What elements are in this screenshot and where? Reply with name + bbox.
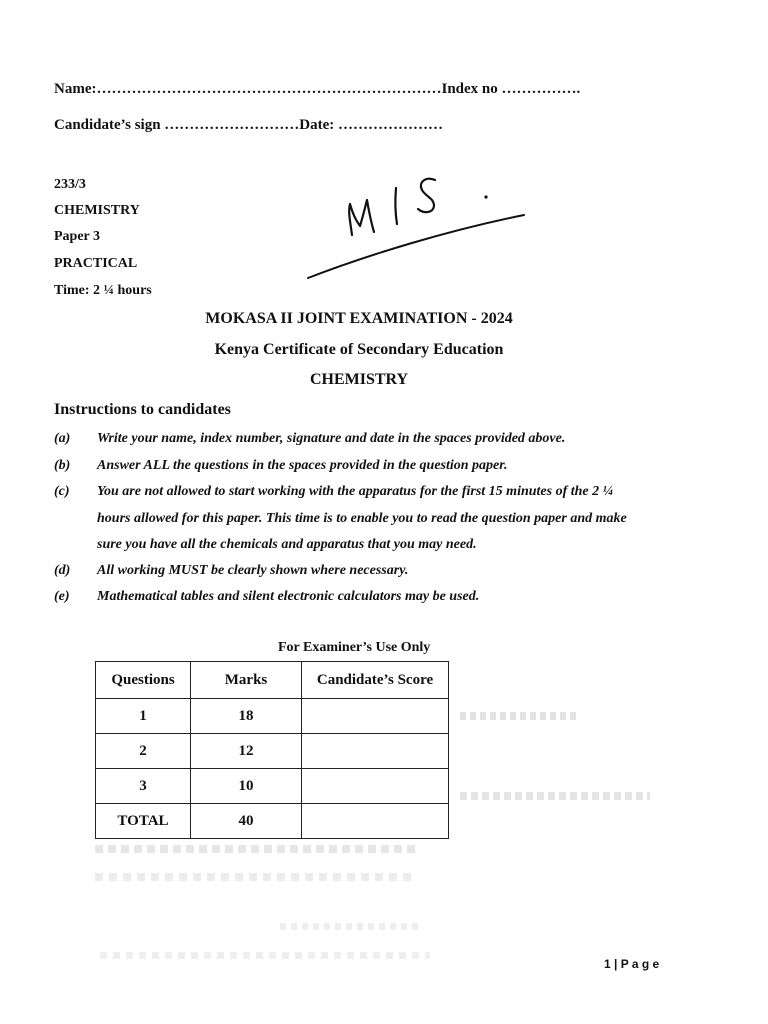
instruction-a: Write your name, index number, signature and date in the spaces provided above. <box>97 431 566 446</box>
instruction-label-d: (d) <box>54 563 71 578</box>
marks-cell: 12 <box>191 734 302 769</box>
paper-code: 233/3 <box>54 177 86 192</box>
certificate-title: Kenya Certificate of Secondary Education <box>214 341 504 358</box>
subject-title: CHEMISTRY <box>309 371 409 388</box>
header-questions: Questions <box>96 662 191 699</box>
table-row <box>96 769 449 804</box>
table-row <box>96 734 449 769</box>
paper-subject: CHEMISTRY <box>54 203 140 218</box>
paper-type: PRACTICAL <box>54 256 138 271</box>
handwritten-signature <box>300 160 540 290</box>
exam-title: MOKASA II JOINT EXAMINATION - 2024 <box>205 310 513 327</box>
name-index-line: Name:……………………………………………………………Index no ……………. <box>54 81 581 97</box>
scan-noise <box>460 712 580 720</box>
instruction-c-line1: You are not allowed to start working with the apparatus for the first 15 minutes of the 2 ¼ <box>97 484 614 499</box>
instruction-label-a: (a) <box>54 431 71 446</box>
examiner-score-table <box>95 661 449 839</box>
question-cell: 3 <box>96 769 191 804</box>
scan-noise <box>95 873 415 881</box>
total-marks-cell: 40 <box>191 804 302 839</box>
total-label-cell: TOTAL <box>96 804 191 839</box>
scan-noise <box>460 792 650 800</box>
scan-noise <box>95 845 415 853</box>
table-header-row <box>96 662 449 699</box>
score-cell[interactable] <box>302 734 449 769</box>
page-number: 1 | P a g e <box>604 957 660 971</box>
instructions-heading: Instructions to candidates <box>54 401 231 418</box>
total-score-cell[interactable] <box>302 804 449 839</box>
marks-cell: 18 <box>191 699 302 734</box>
paper-number: Paper 3 <box>54 229 101 244</box>
header-candidate-score: Candidate’s Score <box>302 662 449 699</box>
instruction-c-line3: sure you have all the chemicals and apparatus that you may need. <box>97 537 477 552</box>
instruction-label-c: (c) <box>54 484 70 499</box>
instruction-c-line2: hours allowed for this paper. This time is to enable you to read the question paper and make <box>97 511 627 526</box>
table-row <box>96 699 449 734</box>
score-cell[interactable] <box>302 769 449 804</box>
table-total-row <box>96 804 449 839</box>
scan-noise <box>100 952 430 959</box>
instruction-b: Answer ALL the questions in the spaces provided in the question paper. <box>97 458 508 473</box>
header-marks: Marks <box>191 662 302 699</box>
paper-time: Time: 2 ¼ hours <box>54 283 152 298</box>
score-cell[interactable] <box>302 699 449 734</box>
marks-cell: 10 <box>191 769 302 804</box>
instruction-label-e: (e) <box>54 589 70 604</box>
instruction-label-b: (b) <box>54 458 71 473</box>
question-cell: 1 <box>96 699 191 734</box>
instruction-d: All working MUST be clearly shown where necessary. <box>97 563 409 578</box>
scan-noise <box>280 923 420 930</box>
question-cell: 2 <box>96 734 191 769</box>
examiner-table-caption: For Examiner’s Use Only <box>278 640 431 655</box>
sign-date-line: Candidate’s sign ………………………Date: ………………… <box>54 117 444 133</box>
instruction-e: Mathematical tables and silent electronic calculators may be used. <box>97 589 480 604</box>
